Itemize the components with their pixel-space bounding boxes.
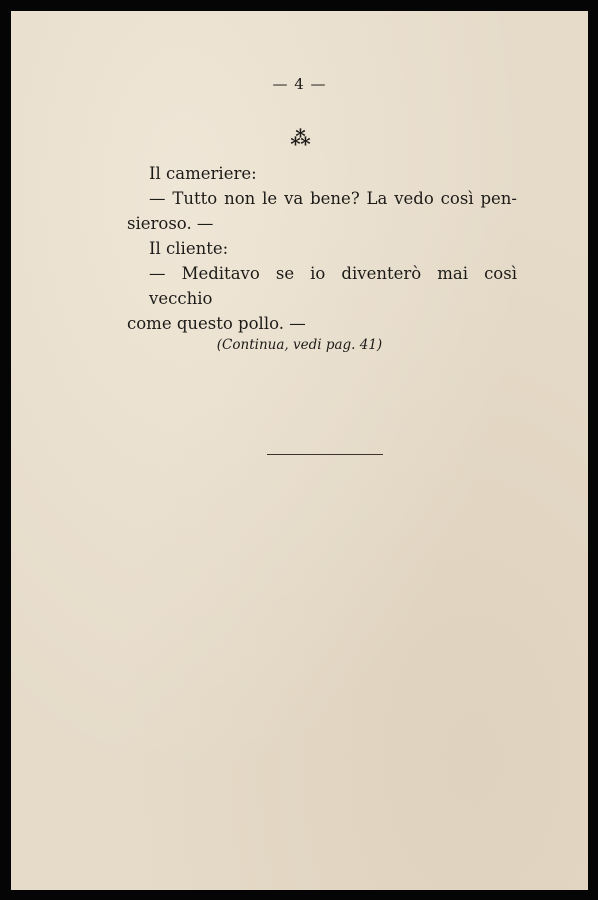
continuation-note: (Continua, vedi pag. 41)	[216, 337, 383, 353]
speaker-waiter: Il cameriere:	[149, 164, 257, 183]
speaker-customer: Il cliente:	[149, 239, 229, 258]
dialogue-line: sieroso. —	[127, 214, 214, 233]
section-divider	[267, 454, 383, 455]
page-number: — 4 —	[272, 75, 327, 93]
dialogue-line: — Tutto non le va bene? La vedo così pen-	[149, 189, 517, 208]
asterism-ornament: ⁂	[290, 126, 309, 150]
book-page	[11, 11, 588, 890]
dialogue-line: come questo pollo. —	[127, 314, 306, 333]
dialogue-text	[127, 161, 517, 336]
dialogue-line: — Meditavo se io diventerò mai così vecchio	[149, 264, 517, 308]
